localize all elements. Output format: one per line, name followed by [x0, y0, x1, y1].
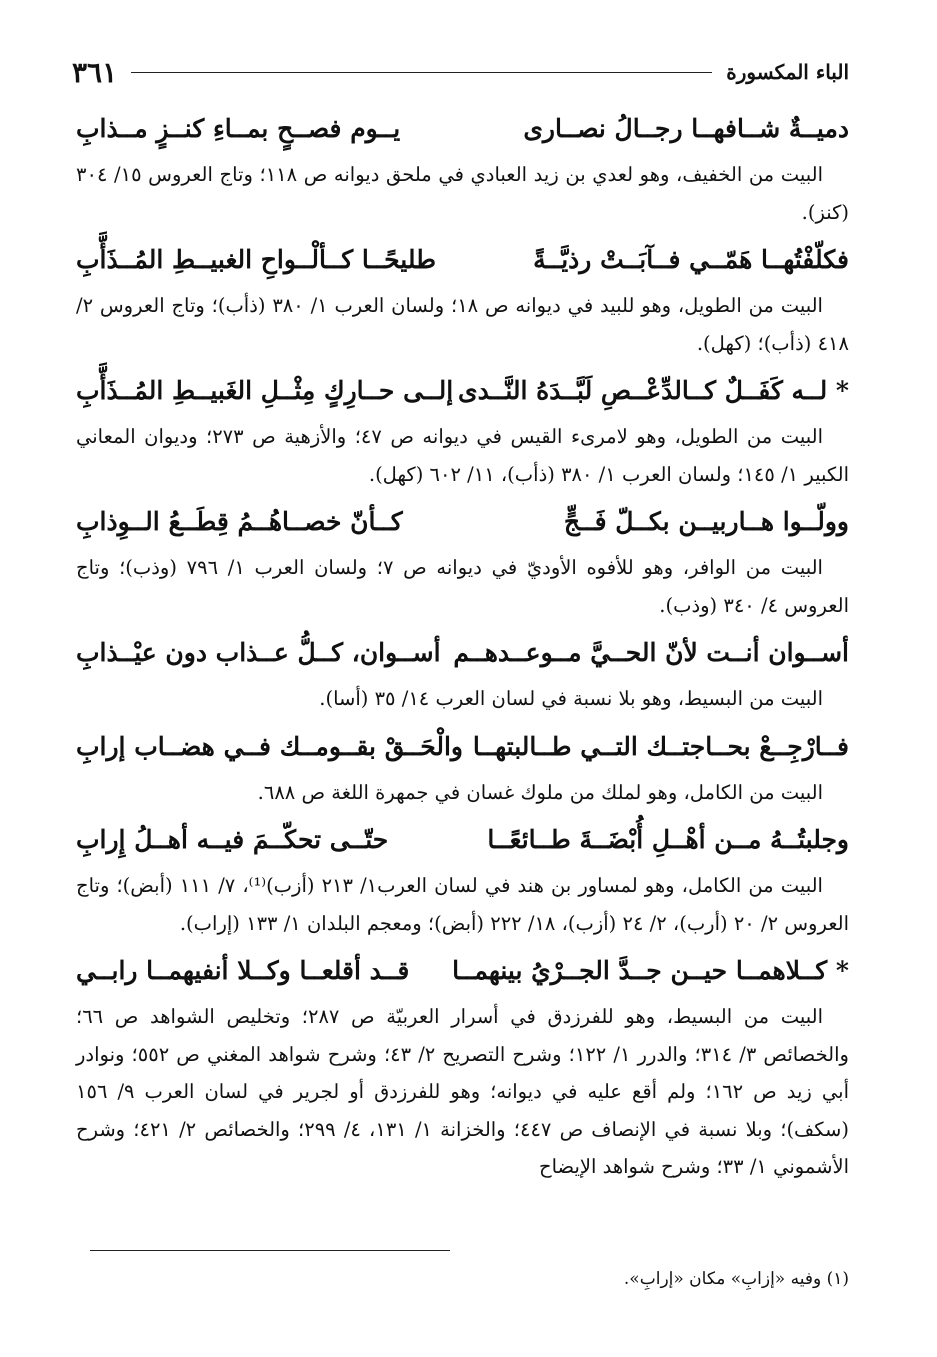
verse-first-hemistich: فكلّفْتُهــا هَمّــي فــآبَــتْ رذيَّــةً — [533, 245, 849, 274]
entry — [76, 102, 849, 231]
verse-source-note: البيت من الطويل، وهو لامرىء القيس في ديوانه ص ٤٧؛ والأزهية ص ٢٧٣؛ وديوان المعاني الكبير ١/ ١٤٥؛ ولسان العرب ١/ ٣٨٠ (ذأب)، ١١/ ٦٠٢ (كهل). — [76, 425, 849, 486]
verse-source-note: البيت من البسيط، وهو بلا نسبة في لسان العرب ١٤/ ٣٥ (أسا). — [319, 687, 823, 710]
verse-source-note: البيت من الخفيف، وهو لعدي بن زيد العبادي في ملحق ديوانه ص ١١٨؛ وتاج العروس ١٥/ ٣٠٤ (كنز). — [76, 163, 849, 224]
entry — [76, 626, 849, 718]
verse-second-hemistich: قــد أقلعــا وكــلا أنفيهمــا رابــي — [76, 956, 410, 985]
entry — [76, 813, 849, 942]
verse-source-note: البيت من الطويل، وهو للبيد في ديوانه ص ١٨؛ ولسان العرب ١/ ٣٨٠ (ذأب)؛ وتاج العروس ٢/ ٤١٨ (ذأب)؛ (كهل). — [76, 294, 849, 355]
page-number: ٣٦١ — [72, 55, 118, 89]
verse-first-hemistich: وجلبتُــهُ مــن أهْــلِ أُبْضَــةَ طــائعًــا — [487, 825, 849, 854]
verse-second-hemistich: كــأنّ خصــاهُــمُ قِطَــعُ الــوِذابِ — [76, 507, 403, 536]
verse-source-note: البيت من الكامل، وهو لمساور بن هند في لسان العرب١/ ٢١٣ (أزب)⁽¹⁾، ٧/ ١١١ (أبض)؛ وتاج العروس ٢/ ٢٠ (أرب)، ٢/ ٢٤ (أزب)، ١٨/ ٢٢٢ (أبض)؛ ومعجم البلدان ١/ ١٣٣ (إراب). — [76, 874, 849, 935]
verse-second-hemistich: طليحًــا كــألْــواحِ الغبيــطِ المُــذَأَّبِ — [76, 245, 437, 274]
verse-line — [76, 626, 849, 680]
verse-line — [76, 233, 849, 287]
running-header — [72, 52, 849, 92]
verse-line — [76, 364, 849, 418]
section-title: الباء المكسورة — [726, 60, 849, 84]
footnote: (١) وفيه «إزابِ» مكان «إرابِ». — [623, 1269, 849, 1289]
verse-line — [76, 813, 849, 867]
verse-first-hemistich: وولّــوا هــاربيــن بكــلّ فَــجٍّ — [563, 507, 849, 536]
verse-first-hemistich: أســوان أنــت لأنّ الحــيَّ مــوعــدهــم — [453, 638, 849, 667]
verse-second-hemistich: حتّــى تحكّــمَ فيــه أهــلُ إِرابِ — [76, 825, 389, 854]
verse-first-hemistich: دميــةٌ شــافهــا رجــالُ نصــارى — [523, 114, 849, 143]
verse-source-note: البيت من البسيط، وهو للفرزدق في أسرار العربيّة ص ٢٨٧؛ وتخليص الشواهد ص ٦٦؛ والخصائص ٣/ ٣١٤؛ والدرر ١/ ١٢٢؛ وشرح التصريح ٢/ ٤٣؛ وشرح شواهد المغني ص ٥٥٢؛ ونوادر أبي زيد ص ١٦٢؛ ولم أقع عليه في ديوانه؛ وهو للفرزدق أو لجرير في لسان العرب ٩/ ١٥٦ (سكف)؛ وبلا نسبة في الإنصاف ص ٤٤٧؛ والخزانة ١/ ١٣١، ٤/ ٢٩٩؛ والخصائص ٢/ ٤٢١؛ وشرح الأشموني ١/ ٣٣؛ وشرح شواهد الإيضاح — [76, 1005, 849, 1178]
verse-second-hemistich: والْحَــقْ بقــومــك فــي هضــاب إرابِ — [76, 731, 463, 761]
verse-second-hemistich: إلــى حــارِكٍ مِثْــلِ الغَبيــطِ المُــذَأَّبِ — [76, 376, 454, 405]
verse-first-hemistich: * لــه كَفَــلٌ كــالدِّعْــصِ لَبَّــدَهُ النَّــدى — [458, 376, 849, 405]
verse-second-hemistich: يــوم فصــحٍ بمــاءِ كنــزٍ مــذابِ — [76, 114, 401, 143]
page-content — [76, 102, 849, 1188]
verse-line — [76, 495, 849, 549]
verse-line — [76, 720, 849, 774]
verse-source-note: البيت من الوافر، وهو للأفوه الأوديّ في ديوانه ص ٧؛ ولسان العرب ١/ ٧٩٦ (وذب)؛ وتاج العروس ٤/ ٣٤٠ (وذب). — [76, 556, 849, 617]
entry — [76, 944, 849, 1186]
verse-line — [76, 102, 849, 156]
verse-second-hemistich: أســوان، كــلُّ عــذاب دون عيْــذابِ — [76, 638, 441, 667]
entry — [76, 233, 849, 362]
header-rule — [131, 72, 712, 73]
verse-source-note: البيت من الكامل، وهو لملك من ملوك غسان في جمهرة اللغة ص ٦٨٨. — [257, 780, 823, 804]
entry — [76, 495, 849, 624]
verse-line — [76, 944, 849, 998]
verse-first-hemistich: * كــلاهمــا حيــن جــدَّ الجــرْيُ بينهمــا — [452, 956, 849, 985]
entry — [76, 364, 849, 493]
footnote-rule — [90, 1250, 450, 1251]
entry — [76, 720, 849, 812]
verse-first-hemistich: فــارْجِــعْ بحــاجتــك التــي طــالبتهــا — [472, 731, 849, 761]
